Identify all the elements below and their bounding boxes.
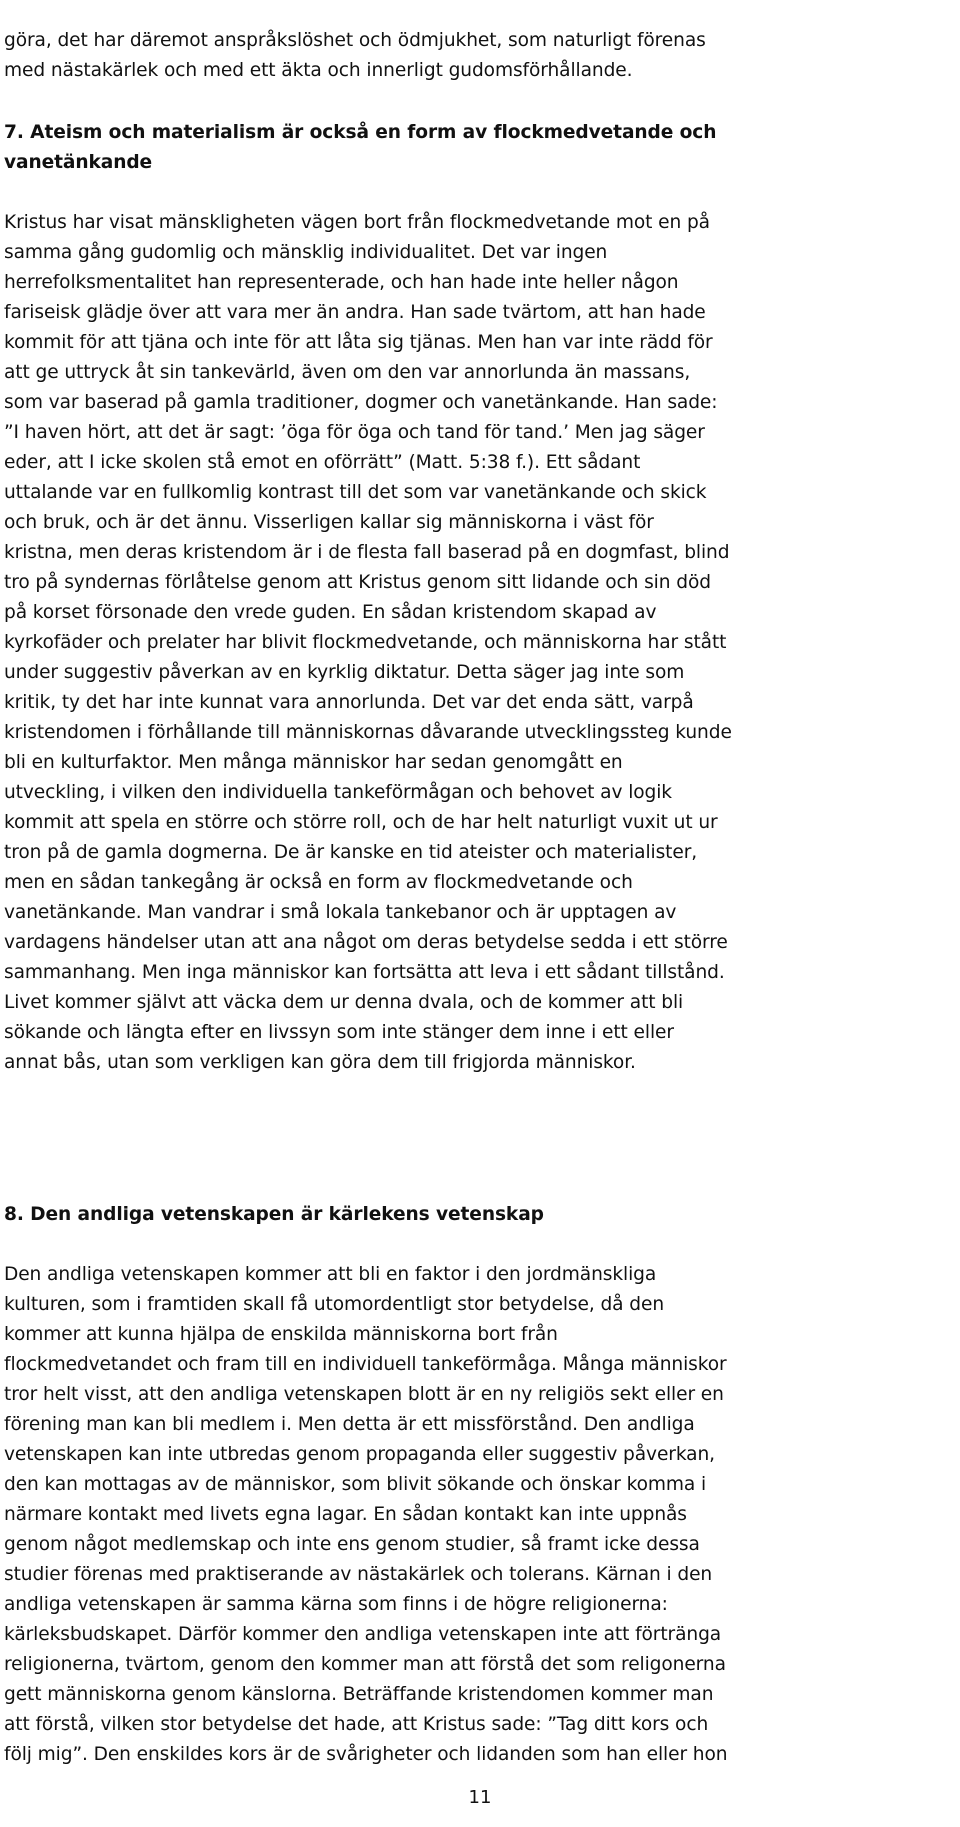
section-7 bbox=[4, 88, 954, 1108]
section-7-body: Kristus har visat mänskligheten vägen bort från flockmedvetande mot en på samma gång gudomlig och mänsklig individualitet. Det var ingen herrefolksmentalitet han representerade, och han hade inte heller någon fariseisk glädje över att vara mer än andra. Han sade tvärtom, att han hade kommit för att tjäna och inte för att låta sig tjänas. Men han var inte rädd för att ge uttryck åt sin tankevärld, även om den var annorlunda än massans, som var baserad på gamla traditioner, dogmer och vanetänkande. Han sade: ”I haven hört, att det är sagt: ’öga för öga och tand för tand.’ Men jag säger eder, att I icke skolen stå emot en oförrätt” (Matt. 5:38 f.). Ett sådant uttalande var en fullkomlig kontrast till det som var vanetänkande och skick och bruk, och är det ännu. Visserligen kallar sig människorna i väst för kristna, men deras kristendom är i de flesta fall baserad på en dogmfast, blind tro på syndernas förlåtelse genom att Kristus genom sitt lidande och sin död på korset försonade den vrede guden. En sådan kristendom skapad av kyrkofäder och prelater har blivit flockmedvetande, och människorna har stått under suggestiv påverkan av en kyrklig diktatur. Detta säger jag inte som kritik, ty det har inte kunnat vara annorlunda. Det var det enda sätt, varpå kristendomen i förhållande till människornas dåvarande utvecklingssteg kunde bli en kulturfaktor. Men många människor har sedan genomgått en utveckling, i vilken den individuella tankeförmågan och behovet av logik kommit att spela en större och större roll, och de har helt naturligt vuxit ut ur tron på de gamla dogmerna. De är kanske en tid ateister och materialister, men en sådan tankegång är också en form av flockmedvetande och vanetänkande. Man vandrar i små lokala tankebanor och är upptagen av vardagens händelser utan att ana något om deras betydelse sedda i ett större sammanhang. Men inga människor kan fortsätta att leva i ett sådant tillstånd. Livet kommer självt att väcka dem ur denna dvala, och de kommer att bli sökande och längta efter en livssyn som inte stänger dem inne i ett eller annat bås, utan som verkligen kan göra dem till frigjorda människor. bbox=[4, 212, 732, 1073]
section-7-heading: 7. Ateism och materialism är också en form av flockmedvetande och vanetänkande bbox=[4, 122, 717, 173]
section-8-heading: 8. Den andliga vetenskapen är kärlekens vetenskap bbox=[4, 1204, 544, 1225]
intro-text: göra, det har däremot anspråkslöshet och ödmjukhet, som naturligt förenas med nästakärlek och med ett äkta och innerligt gudomsförhållande. bbox=[4, 30, 706, 81]
section-8 bbox=[4, 1170, 954, 1800]
page-number: 11 bbox=[468, 1787, 492, 1808]
section-8-body: Den andliga vetenskapen kommer att bli en faktor i den jordmänskliga kulturen, som i framtiden skall få utomordentligt stor betydelse, då den kommer att kunna hjälpa de enskilda människorna bort från flockmedvetandet och fram till en individuell tankeförmåga. Många människor tror helt visst, att den andliga vetenskapen blott är en ny religiös sekt eller en förening man kan bli medlem i. Men detta är ett missförstånd. Den andliga vetenskapen kan inte utbredas genom propaganda eller suggestiv påverkan, den kan mottagas av de människor, som blivit sökande och önskar komma i närmare kontakt med livets egna lagar. En sådan kontakt kan inte uppnås genom något medlemskap och inte ens genom studier, så framt icke dessa studier förenas med praktiserande av nästakärlek och tolerans. Kärnan i den andliga vetenskapen är samma kärna som finns i de högre religionerna: kärleksbudskapet. Därför kommer den andliga vetenskapen inte att förtränga religionerna, tvärtom, genom den kommer man att förstå det som religonerna gett människorna genom känslorna. Beträffande kristendomen kommer man att förstå, vilken stor betydelse det hade, att Kristus sade: ”Tag ditt kors och följ mig”. Den enskildes kors är de svårigheter och lidanden som han eller hon bbox=[4, 1264, 728, 1765]
